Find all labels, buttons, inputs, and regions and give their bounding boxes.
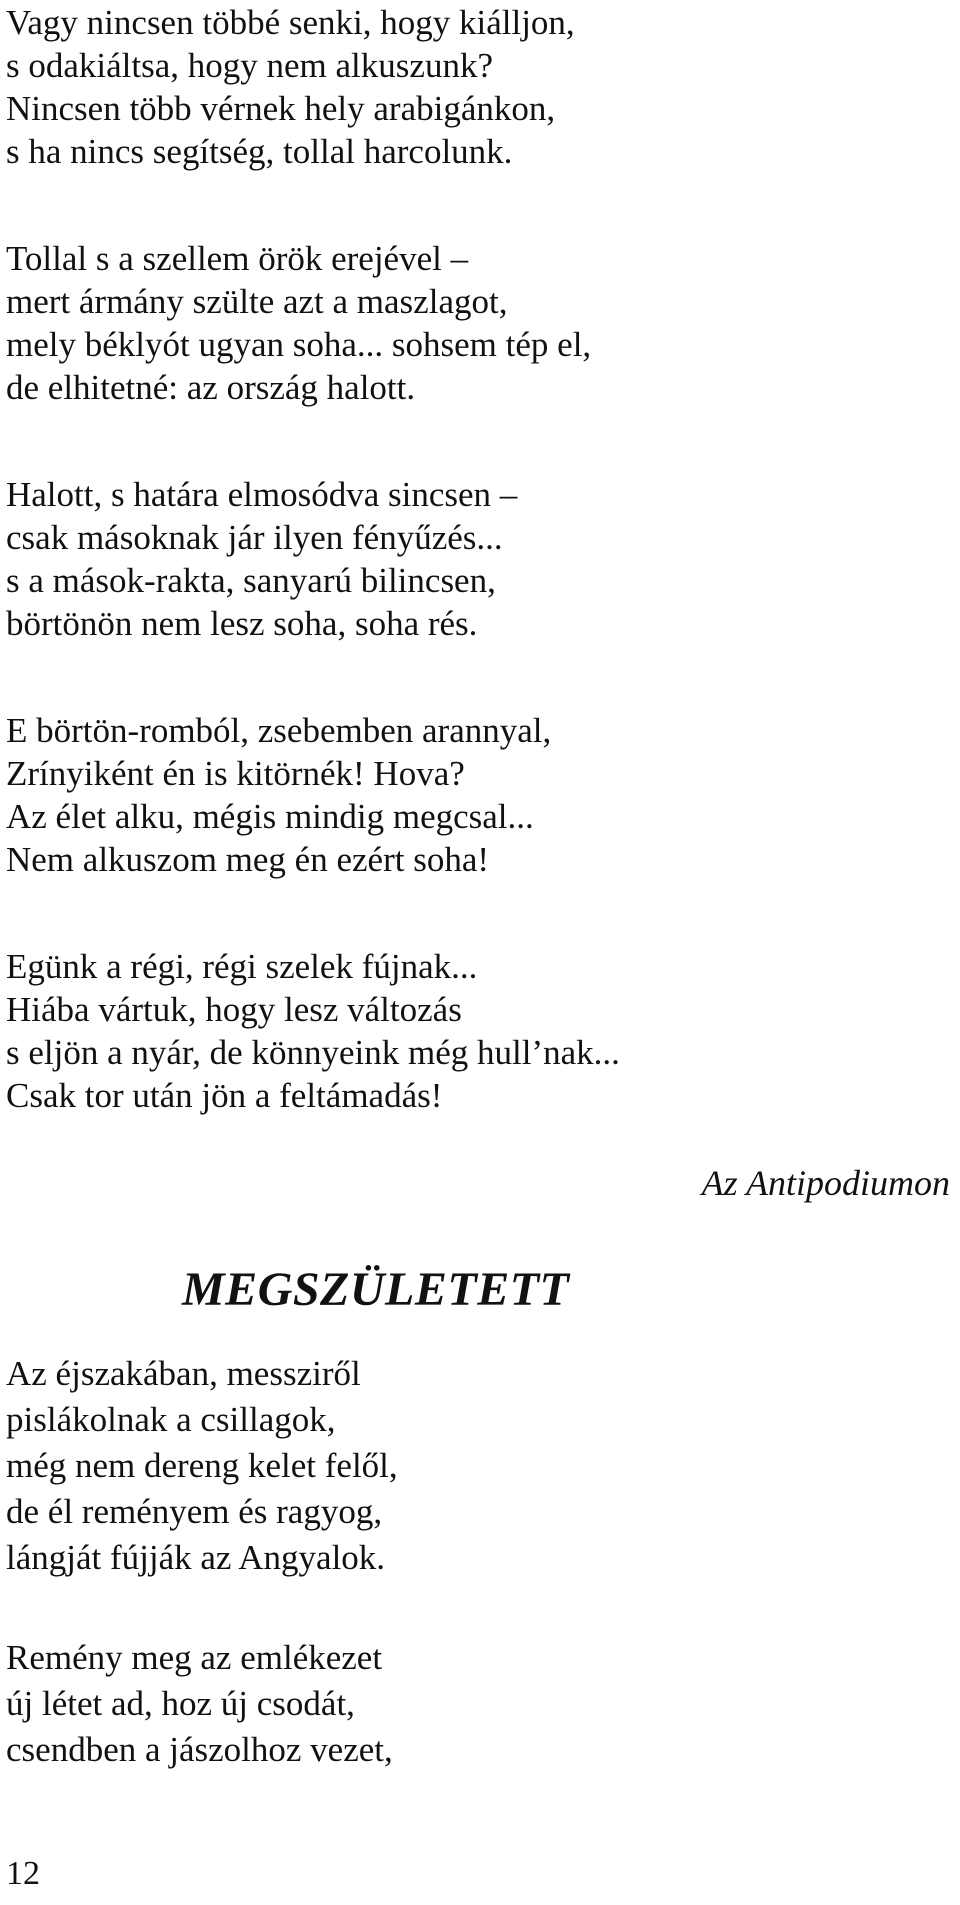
poem-line: Zrínyiként én is kitörnék! Hova? [6,754,465,793]
poem-line: Halott, s határa elmosódva sincsen – [6,475,518,514]
poem-line: E börtön-romból, zsebemben arannyal, [6,711,552,750]
poem-signature: Az Antipodiumon [701,1163,950,1203]
poem-line: de él reményem és ragyog, [6,1492,383,1531]
poem-line: s eljön a nyár, de könnyeink még hull’nak... [6,1033,620,1072]
poem-title: MEGSZÜLETETT [182,1263,570,1316]
poem-line: s ha nincs segítség, tollal harcolunk. [6,132,513,171]
page-number: 12 [6,1855,40,1892]
poem-line: börtönön nem lesz soha, soha rés. [6,604,478,643]
poem-line: pislákolnak a csillagok, [6,1400,336,1439]
poem-line: mely béklyót ugyan soha... sohsem tép el, [6,325,592,364]
poem-line: még nem dereng kelet felől, [6,1446,398,1485]
poem-line: Az éjszakában, messziről [6,1354,361,1393]
poem-line: Hiába vártuk, hogy lesz változás [6,990,462,1029]
poem-line: Egünk a régi, régi szelek fújnak... [6,947,478,986]
poem-line: csak másoknak jár ilyen fényűzés... [6,518,503,557]
poem-line: s a mások-rakta, sanyarú bilincsen, [6,561,496,600]
poem-line: Csak tor után jön a feltámadás! [6,1076,443,1115]
poem-line: de elhitetné: az ország halott. [6,368,416,407]
poem-line: Tollal s a szellem örök erejével – [6,239,469,278]
poem-line: Remény meg az emlékezet [6,1638,383,1677]
poem-line: Vagy nincsen többé senki, hogy kiálljon, [6,3,575,42]
poem-line: lángját fújják az Angyalok. [6,1538,386,1577]
poem-line: Nincsen több vérnek hely arabigánkon, [6,89,556,128]
poem-line: s odakiáltsa, hogy nem alkuszunk? [6,46,493,85]
poem-line: csendben a jászolhoz vezet, [6,1730,393,1769]
poem-line: Az élet alku, mégis mindig megcsal... [6,797,534,836]
poem-line: mert ármány szülte azt a maszlagot, [6,282,508,321]
poem-line: új létet ad, hoz új csodát, [6,1684,355,1723]
poem-line: Nem alkuszom meg én ezért soha! [6,840,490,879]
